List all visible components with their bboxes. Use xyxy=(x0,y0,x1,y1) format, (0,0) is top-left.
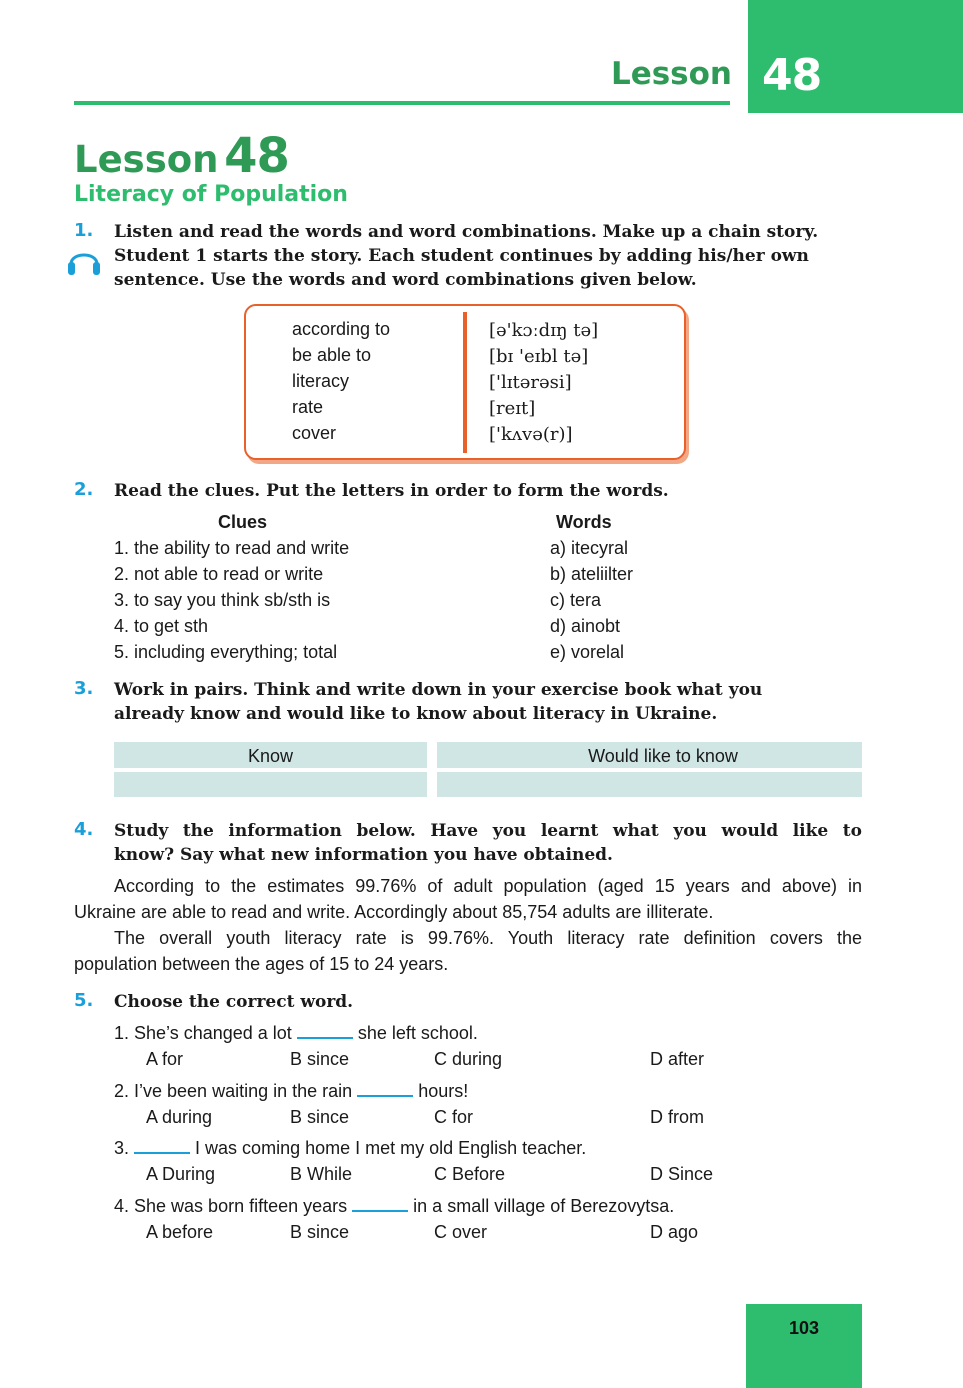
headphones-icon[interactable] xyxy=(66,244,102,278)
scrambled-word: e) vorelal xyxy=(550,642,625,662)
clue-item: 2. not able to read or write xyxy=(114,564,324,584)
task-2-number: 2. xyxy=(74,479,94,500)
task-1-number: 1. xyxy=(74,220,94,241)
task-2-text: Read the clues. Put the letters in order to form the words. xyxy=(114,481,669,501)
vocabulary-divider xyxy=(463,312,467,453)
option[interactable]: A for xyxy=(146,1049,184,1069)
clue-item: 1. the ability to read and write xyxy=(114,538,350,558)
would-like-answer-cell[interactable] xyxy=(437,772,862,797)
paragraph-line: Ukraine are able to read and write. Accordingly about 85,754 adults are illiterate. xyxy=(74,902,714,922)
title-word: Lesson xyxy=(74,138,219,181)
option[interactable]: A before xyxy=(146,1222,214,1242)
option[interactable]: A During xyxy=(146,1164,216,1184)
vocab-transcription: ['kʌvə(r)] xyxy=(489,424,573,445)
task-3-text xyxy=(114,678,862,726)
option[interactable]: B since xyxy=(290,1049,350,1069)
option[interactable]: D Since xyxy=(650,1164,714,1184)
question-end: I was coming home I met my old English teacher. xyxy=(195,1138,587,1158)
task-1-line: Listen and read the words and word combinations. Make up a chain story. xyxy=(114,222,819,242)
vocab-transcription: [ə'kɔːdɪŋ tə] xyxy=(489,320,599,341)
question-start: 2. I’ve been waiting in the rain xyxy=(114,1081,353,1101)
title-number: 48 xyxy=(224,128,289,184)
task-5-number: 5. xyxy=(74,990,94,1011)
task-3-number: 3. xyxy=(74,678,94,699)
answer-blank[interactable] xyxy=(357,1079,413,1097)
task-5-text: Choose the correct word. xyxy=(114,992,354,1012)
option[interactable]: A during xyxy=(146,1107,213,1127)
info-paragraph-2 xyxy=(74,925,862,977)
paragraph-line: population between the ages of 15 to 24 years. xyxy=(74,954,449,974)
vocab-transcription: ['lɪtərəsi] xyxy=(489,372,572,393)
option[interactable]: C over xyxy=(434,1222,488,1242)
words-header: Words xyxy=(556,512,612,532)
option[interactable]: B While xyxy=(290,1164,353,1184)
page-title xyxy=(74,128,289,184)
clues-header: Clues xyxy=(218,512,268,532)
vocab-transcription: [reɪt] xyxy=(489,398,536,419)
answer-blank[interactable] xyxy=(134,1136,190,1154)
scrambled-word: a) itecyral xyxy=(550,538,629,558)
option[interactable]: C during xyxy=(434,1049,503,1069)
page-number-box xyxy=(746,1304,862,1388)
answer-blank[interactable] xyxy=(297,1021,353,1039)
question-start: 4. She was born fifteen years xyxy=(114,1196,348,1216)
clue-item: 3. to say you think sb/sth is xyxy=(114,590,331,610)
know-header: Know xyxy=(247,746,294,766)
vocab-transcription: [bɪ 'eɪbl tə] xyxy=(489,346,589,367)
task-4-text xyxy=(114,819,862,867)
paragraph-line: According to the estimates 99.76% of adult population (aged 15 years and above) in xyxy=(114,876,862,896)
task-1-text xyxy=(114,220,862,292)
header-lesson-word: Lesson xyxy=(610,56,732,92)
vocab-word: rate xyxy=(292,397,324,417)
scrambled-word: b) ateliilter xyxy=(550,564,634,584)
option[interactable]: D from xyxy=(650,1107,704,1127)
vocab-word: according to xyxy=(292,319,391,339)
clue-item: 4. to get sth xyxy=(114,616,209,636)
question xyxy=(114,1193,674,1219)
know-answer-cell[interactable] xyxy=(114,772,427,797)
scrambled-word: d) ainobt xyxy=(550,616,621,636)
question xyxy=(114,1078,468,1104)
task-3-line: already know and would like to know about literacy in Ukraine. xyxy=(114,704,718,724)
would-like-header: Would like to know xyxy=(588,746,738,766)
option[interactable]: D after xyxy=(650,1049,705,1069)
question-end: hours! xyxy=(418,1081,469,1101)
vocab-word: cover xyxy=(292,423,337,443)
clue-item: 5. including everything; total xyxy=(114,642,338,662)
answer-blank[interactable] xyxy=(352,1194,408,1212)
question-start: 1. She’s changed a lot xyxy=(114,1023,292,1043)
option[interactable]: B since xyxy=(290,1107,350,1127)
header-rule xyxy=(74,101,730,105)
paragraph-line: The overall youth literacy rate is 99.76%. Youth literacy rate definition covers the xyxy=(114,928,862,948)
option[interactable]: D ago xyxy=(650,1222,699,1242)
task-4-line: know? Say what new information you have obtained. xyxy=(114,845,613,865)
info-paragraph-1 xyxy=(74,873,862,925)
page-subtitle: Literacy of Population xyxy=(74,182,348,207)
question-end: in a small village of Berezovytsa. xyxy=(413,1196,675,1216)
option[interactable]: C for xyxy=(434,1107,474,1127)
option[interactable]: C Before xyxy=(434,1164,506,1184)
vocab-word: be able to xyxy=(292,345,372,365)
question xyxy=(114,1135,586,1161)
task-4-number: 4. xyxy=(74,819,94,840)
task-1-line: Student 1 starts the story. Each student continues by adding his/her own xyxy=(114,246,809,266)
task-3-line: Work in pairs. Think and write down in your exercise book what you xyxy=(114,680,763,700)
scrambled-word: c) tera xyxy=(550,590,602,610)
question-end: she left school. xyxy=(357,1023,478,1043)
question xyxy=(114,1020,478,1046)
task-4-line: Study the information below. Have you learnt what you would like to xyxy=(114,821,862,841)
page-number: 103 xyxy=(788,1318,820,1338)
question-start: 3. xyxy=(114,1138,130,1158)
vocab-word: literacy xyxy=(292,371,350,391)
option[interactable]: B since xyxy=(290,1222,350,1242)
header-lesson-number: 48 xyxy=(762,50,822,101)
task-1-line: sentence. Use the words and word combinations given below. xyxy=(114,270,697,290)
